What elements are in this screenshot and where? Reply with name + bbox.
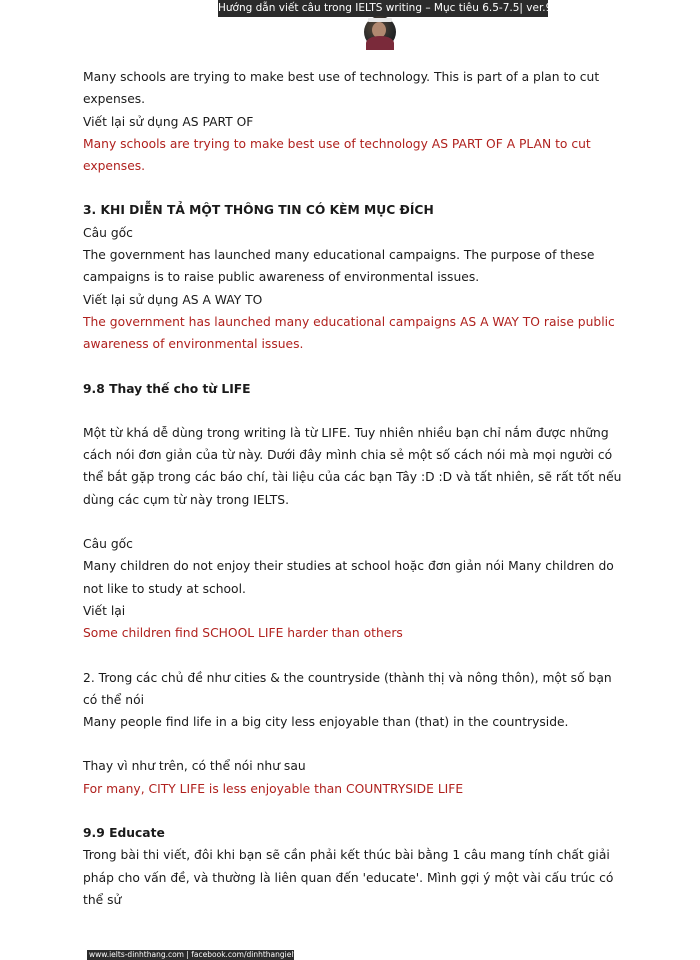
spacer: [83, 645, 623, 667]
spacer: [83, 733, 623, 755]
footer-links: www.ielts-dinhthang.com | facebook.com/dinhthangielts: [89, 950, 301, 959]
paragraph: Many children do not enjoy their studies at school hoặc đơn giản nói Many children do not like to study at school.: [83, 559, 614, 596]
spacer: [83, 356, 623, 378]
paragraph: Thay vì như trên, có thể nói như sau: [83, 759, 306, 774]
paragraph: Một từ khá dễ dùng trong writing là từ LIFE. Tuy nhiên nhiều bạn chỉ nắm được những cách nói đơn giản của từ này. Dưới đây mình chia sẻ một số cách nói mà mọi người có thể bắt gặp trong các báo chí, tài liệu của các bạn Tây :D :D và tất nhiên, sẽ rất tốt nếu dùng các cụm từ này trong IELTS.: [83, 425, 622, 507]
paragraph: Many schools are trying to make best use of technology. This is part of a plan to cut expenses.: [83, 70, 600, 107]
spacer: [83, 800, 623, 822]
avatar-shirt-shape: [366, 36, 394, 50]
example-sentence: For many, CITY LIFE is less enjoyable than COUNTRYSIDE LIFE: [83, 781, 464, 796]
spacer: [83, 511, 623, 533]
paragraph: Viết lại sử dụng AS A WAY TO: [83, 292, 263, 307]
example-sentence: Many schools are trying to make best use of technology AS PART OF A PLAN to cut expenses.: [83, 136, 591, 174]
example-sentence: The government has launched many educational campaigns AS A WAY TO raise public awareness of environmental issues.: [83, 314, 615, 352]
paragraph: 2. Trong các chủ đề như cities & the countryside (thành thị và nông thôn), một số bạn có thể nói: [83, 670, 612, 707]
section-heading: 9.9 Educate: [83, 826, 165, 841]
paragraph: Viết lại: [83, 603, 126, 618]
section-heading: 3. KHI DIỄN TẢ MỘT THÔNG TIN CÓ KÈM MỤC ĐÍCH: [83, 203, 434, 218]
document-body: [83, 66, 623, 911]
example-sentence: Some children find SCHOOL LIFE harder than others: [83, 626, 403, 641]
author-avatar-icon: [364, 16, 396, 48]
spacer: [83, 400, 623, 422]
paragraph: The government has launched many educational campaigns. The purpose of these campaigns is to raise public awareness of environmental issues.: [83, 248, 595, 285]
paragraph: Câu gốc: [83, 537, 133, 552]
paragraph: Viết lại sử dụng AS PART OF: [83, 114, 254, 129]
section-heading: 9.8 Thay thế cho từ LIFE: [83, 381, 251, 396]
header-title: Hướng dẫn viết câu trong IELTS writing – Mục tiêu 6.5-7.5| ver.9.4.2020 |: [218, 0, 548, 17]
paragraph: Many people find life in a big city less enjoyable than (that) in the countryside.: [83, 715, 569, 730]
spacer: [83, 177, 623, 199]
paragraph: Trong bài thi viết, đôi khi bạn sẽ cần phải kết thúc bài bằng 1 câu mang tính chất giải pháp cho vấn đề, và thường là liên quan đến 'educate'. Mình gợi ý một vài cấu trúc có thể sử: [83, 848, 614, 907]
paragraph: Câu gốc: [83, 225, 133, 240]
